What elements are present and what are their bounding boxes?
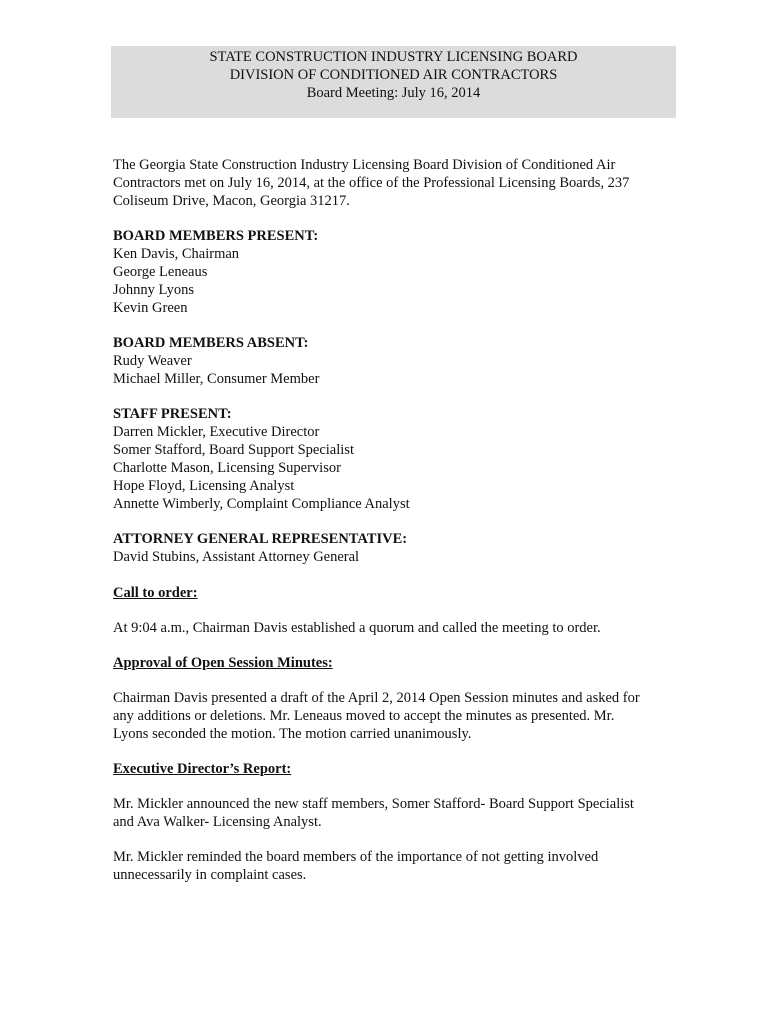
approval-section <box>113 654 683 743</box>
exec-report-title: Executive Director’s Report: <box>113 761 292 777</box>
call-to-order-section <box>113 584 683 637</box>
members-present-section <box>113 227 683 317</box>
approval-text-line: Chairman Davis presented a draft of the April 2, 2014 Open Session minutes and asked for <box>113 690 640 706</box>
staff-name: Annette Wimberly, Complaint Compliance Analyst <box>113 496 410 512</box>
attorney-section <box>113 530 683 566</box>
staff-present-title: STAFF PRESENT: <box>113 406 232 422</box>
exec-report-text-line: and Ava Walker- Licensing Analyst. <box>113 814 322 830</box>
exec-report-text-line: Mr. Mickler announced the new staff members, Somer Stafford- Board Support Specialist <box>113 796 634 812</box>
intro-paragraph <box>113 156 683 210</box>
header-meeting-date: Board Meeting: July 16, 2014 <box>306 85 481 101</box>
intro-line: The Georgia State Construction Industry Licensing Board Division of Conditioned Air <box>113 157 616 173</box>
attorney-title: ATTORNEY GENERAL REPRESENTATIVE: <box>113 531 408 547</box>
header-board-name: STATE CONSTRUCTION INDUSTRY LICENSING BOARD <box>209 49 578 65</box>
call-to-order-title: Call to order: <box>113 585 198 601</box>
staff-present-section <box>113 405 683 513</box>
staff-name: Charlotte Mason, Licensing Supervisor <box>113 460 341 476</box>
approval-title: Approval of Open Session Minutes: <box>113 655 333 671</box>
exec-report-section <box>113 760 683 884</box>
document-body <box>113 156 683 884</box>
attorney-name: David Stubins, Assistant Attorney General <box>113 549 360 565</box>
member-name: George Leneaus <box>113 264 208 280</box>
members-absent-section <box>113 334 683 388</box>
staff-name: Hope Floyd, Licensing Analyst <box>113 478 295 494</box>
member-name: Ken Davis, Chairman <box>113 246 240 262</box>
staff-name: Somer Stafford, Board Support Specialist <box>113 442 354 458</box>
exec-report-text-line: unnecessarily in complaint cases. <box>113 867 307 883</box>
member-name: Kevin Green <box>113 300 188 316</box>
approval-text-line: Lyons seconded the motion. The motion carried unanimously. <box>113 726 472 742</box>
exec-report-text-line: Mr. Mickler reminded the board members of the importance of not getting involved <box>113 849 599 865</box>
document-header <box>111 46 676 118</box>
intro-line: Coliseum Drive, Macon, Georgia 31217. <box>113 193 350 209</box>
approval-text-line: any additions or deletions. Mr. Leneaus moved to accept the minutes as presented. Mr. <box>113 708 615 724</box>
members-present-title: BOARD MEMBERS PRESENT: <box>113 228 319 244</box>
absent-member-name: Michael Miller, Consumer Member <box>113 371 320 387</box>
call-to-order-text: At 9:04 a.m., Chairman Davis established a quorum and called the meeting to order. <box>113 620 601 636</box>
staff-name: Darren Mickler, Executive Director <box>113 424 320 440</box>
member-name: Johnny Lyons <box>113 282 194 298</box>
header-division-name: DIVISION OF CONDITIONED AIR CONTRACTORS <box>229 67 558 83</box>
intro-line: Contractors met on July 16, 2014, at the office of the Professional Licensing Boards, 237 <box>113 175 630 191</box>
absent-member-name: Rudy Weaver <box>113 353 192 369</box>
members-absent-title: BOARD MEMBERS ABSENT: <box>113 335 309 351</box>
